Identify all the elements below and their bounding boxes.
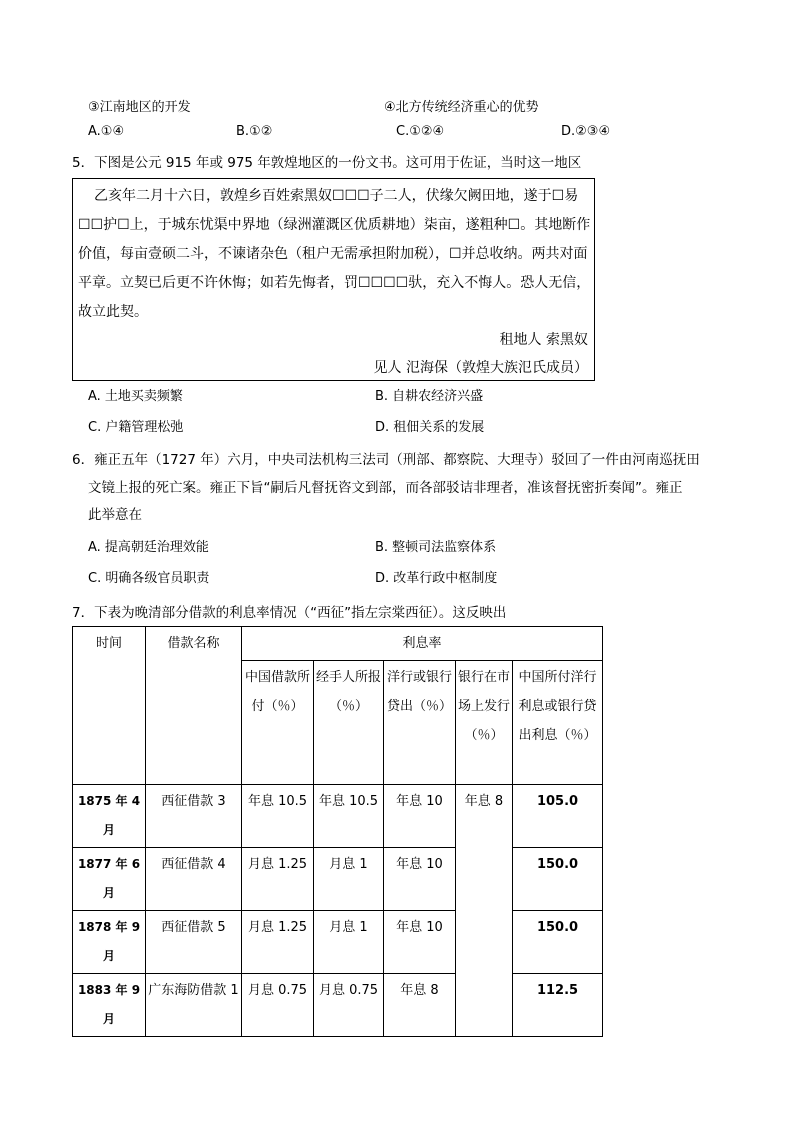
q7-stem: 7．下表为晚清部分借款的利息率情况（“西征”指左宗棠西征）。这反映出 [72,605,507,621]
q4-choice-b: B.①② [236,124,273,139]
header-time: 时间 [73,627,146,785]
row-agent-reported: 年息 10.5 [314,785,384,848]
row-loan-name: 西征借款 5 [146,911,242,974]
q6-choice-b: B. 整顿司法监察体系 [375,540,497,555]
header-firm-lent: 洋行或银行贷出（％） [384,661,456,785]
doc-line-2: ☐☐护☐上，于城东忧渠中界地（绿洲灌溉区优质耕地）柒亩，遂粗种☐。其地断作 [78,217,591,233]
row-ratio: 150.0 [513,848,603,911]
q6-stem-line-2: 文镜上报的死亡案。雍正下旨“嗣后凡督抚咨文到部，而各部驳诘非理者，准该督抚密折奏闻”。雍正 [88,480,683,496]
row-agent-reported: 月息 1 [314,911,384,974]
q5-choice-a: A. 土地买卖频繁 [88,389,183,404]
doc-signature-witness: 见人 氾海保（敦煌大族氾氏成员） [373,360,588,376]
q4-option-4: ④北方传统经济重心的优势 [384,100,539,115]
q6-choice-a: A. 提高朝廷治理效能 [88,540,209,555]
q5-choice-b: B. 自耕农经济兴盛 [375,389,484,404]
q5-stem: 5．下图是公元 915 年或 975 年敦煌地区的一份文书。这可用于佐证，当时这一地区 [72,155,582,171]
table-row [73,785,603,848]
row-ratio: 105.0 [513,785,603,848]
doc-signature-tenant: 租地人 索黑奴 [499,332,588,348]
row-time: 1883 年 9 月 [73,974,146,1037]
table-header-row [73,627,603,661]
q6-stem-line-1: 6．雍正五年（1727 年）六月，中央司法机构三法司（刑部、都察院、大理寺）驳回了一件由河南巡抚田 [72,452,700,468]
row-firm-lent: 年息 10 [384,848,456,911]
q4-option-3: ③江南地区的开发 [88,100,191,115]
row-china-paid: 月息 0.75 [242,974,314,1037]
row-loan-name: 西征借款 4 [146,848,242,911]
q4-choice-a: A.①④ [88,124,125,139]
header-china-paid: 中国借款所付（％） [242,661,314,785]
table-row [73,848,603,911]
q6-choice-c: C. 明确各级官员职责 [88,571,210,586]
row-agent-reported: 月息 0.75 [314,974,384,1037]
row-ratio: 150.0 [513,911,603,974]
q5-choice-d: D. 租佃关系的发展 [375,420,485,435]
row-time: 1878 年 9 月 [73,911,146,974]
q4-choice-c: C.①②④ [396,124,445,139]
row-firm-lent: 年息 8 [384,974,456,1037]
header-bank-issued: 银行在市场上发行（％） [456,661,513,785]
doc-line-1: 乙亥年二月十六日，敦煌乡百姓索黑奴☐☐☐子二人，伏缘欠阙田地，遂于☐易 [94,188,579,204]
row-loan-name: 广东海防借款 1 [146,974,242,1037]
q6-stem-line-3: 此举意在 [88,507,142,523]
row-firm-lent: 年息 10 [384,785,456,848]
row-bank-issued: 年息 8 [456,785,513,1037]
doc-line-5: 故立此契。 [78,304,148,320]
q6-choice-d: D. 改革行政中枢制度 [375,571,498,586]
q4-choice-d: D.②③④ [561,124,611,139]
row-ratio: 112.5 [513,974,603,1037]
row-time: 1877 年 6 月 [73,848,146,911]
table-row [73,974,603,1037]
doc-line-4: 平章。立契已后更不许休悔；如若先悔者，罚☐☐☐☐驮，充入不悔人。恐人无信， [78,275,591,291]
interest-rate-table [72,626,603,1037]
row-china-paid: 月息 1.25 [242,911,314,974]
row-firm-lent: 年息 10 [384,911,456,974]
row-loan-name: 西征借款 3 [146,785,242,848]
header-interest-rate: 利息率 [242,627,603,661]
table-row [73,911,603,974]
header-agent-reported: 经手人所报（％） [314,661,384,785]
header-loan-name: 借款名称 [146,627,242,785]
q5-document-box [72,178,595,381]
q5-choice-c: C. 户籍管理松弛 [88,420,184,435]
header-ratio: 中国所付洋行利息或银行贷出利息（％） [513,661,603,785]
row-time: 1875 年 4 月 [73,785,146,848]
row-china-paid: 年息 10.5 [242,785,314,848]
row-agent-reported: 月息 1 [314,848,384,911]
row-china-paid: 月息 1.25 [242,848,314,911]
doc-line-3: 价值，每亩壹硕二斗，不谏诸杂色（租户无需承担附加税），☐并总收纳。两共对面 [78,246,588,262]
